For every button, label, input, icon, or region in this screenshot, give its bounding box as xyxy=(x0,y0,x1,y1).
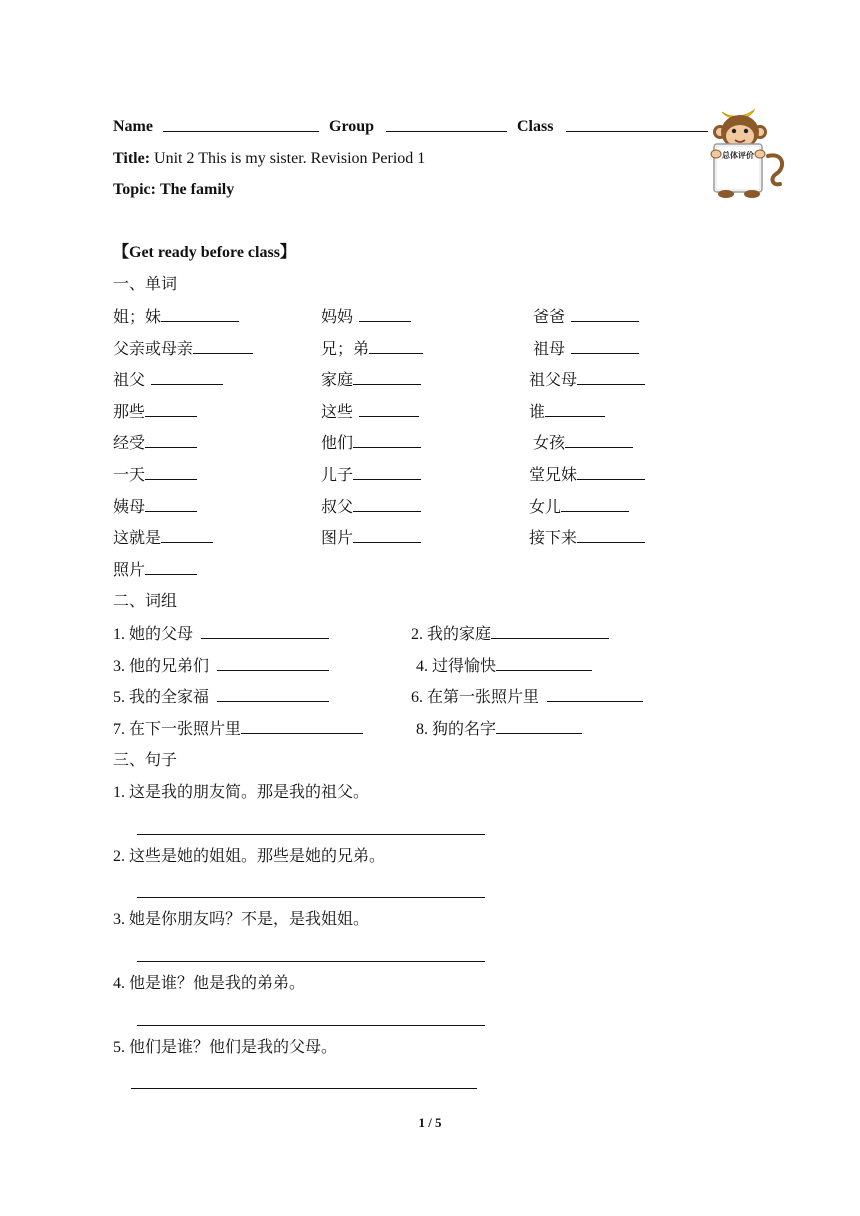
vocab-word: 祖母 xyxy=(533,340,566,358)
sentence-prompt: 2. 这些是她的姐姐。那些是她的兄弟。 xyxy=(113,848,386,865)
sentence-prompt: 4. 他是谁？他是我的弟弟。 xyxy=(113,975,306,992)
vocab-word: 谁 xyxy=(529,403,546,421)
vocab-answer-blank[interactable] xyxy=(577,528,645,543)
topic-line xyxy=(113,180,234,200)
vocab-item xyxy=(113,402,197,423)
vocab-word: 叔父 xyxy=(321,498,354,516)
vocab-answer-blank[interactable] xyxy=(145,497,197,512)
vocab-answer-blank[interactable] xyxy=(145,402,197,417)
vocab-word: 女孩 xyxy=(533,435,566,453)
monkey-evaluation-icon xyxy=(700,104,790,200)
phrase-item xyxy=(416,656,592,677)
vocab-word: 图片 xyxy=(321,530,354,548)
vocab-item xyxy=(321,497,421,518)
vocab-item xyxy=(113,497,197,518)
vocab-item xyxy=(321,307,411,328)
vocab-answer-blank[interactable] xyxy=(577,370,645,385)
vocab-answer-blank[interactable] xyxy=(353,433,421,448)
badge-text: 总体评价 xyxy=(722,151,754,160)
vocab-answer-blank[interactable] xyxy=(151,370,223,385)
vocab-item xyxy=(113,465,197,486)
phrase-answer-blank[interactable] xyxy=(201,624,329,639)
vocab-word: 妈妈 xyxy=(321,309,354,326)
vocab-answer-blank[interactable] xyxy=(161,307,239,322)
phrase-item xyxy=(411,687,643,708)
vocab-item xyxy=(321,465,421,486)
name-blank[interactable] xyxy=(163,117,319,132)
vocab-answer-blank[interactable] xyxy=(565,433,633,448)
vocab-item xyxy=(529,402,605,423)
phrase-answer-blank[interactable] xyxy=(547,687,643,702)
vocab-item xyxy=(113,339,253,360)
vocab-item xyxy=(533,433,633,454)
vocab-item xyxy=(529,370,645,391)
sentence-answer-line[interactable] xyxy=(137,961,485,962)
vocab-answer-blank[interactable] xyxy=(353,497,421,512)
sentence-prompt: 3. 她是你朋友吗？不是，是我姐姐。 xyxy=(113,911,370,928)
vocab-answer-blank[interactable] xyxy=(353,370,421,385)
sentence-prompt: 1. 这是我的朋友简。那是我的祖父。 xyxy=(113,784,370,801)
vocab-answer-blank[interactable] xyxy=(369,339,423,354)
vocab-word: 祖父母 xyxy=(529,372,578,390)
vocab-item xyxy=(529,497,629,518)
name-label: Name xyxy=(113,118,153,135)
vocab-item xyxy=(529,465,645,486)
vocab-word: 爸爸 xyxy=(533,309,566,326)
vocab-answer-blank[interactable] xyxy=(145,560,197,575)
vocab-word: 祖父 xyxy=(113,372,146,390)
vocab-answer-blank[interactable] xyxy=(577,465,645,480)
vocab-answer-blank[interactable] xyxy=(359,402,419,417)
phrase-item xyxy=(113,687,329,708)
vocab-word: 家庭 xyxy=(321,372,354,390)
vocab-item xyxy=(113,307,239,328)
vocab-answer-blank[interactable] xyxy=(571,339,639,354)
phrase-item xyxy=(113,624,329,645)
sentence-answer-line[interactable] xyxy=(131,1088,477,1089)
class-label: Class xyxy=(517,118,554,135)
part1-heading: 一、单词 xyxy=(113,276,178,293)
vocab-item xyxy=(321,370,421,391)
title-value: Unit 2 This is my sister. Revision Period 1 xyxy=(154,150,426,167)
sentence-answer-line[interactable] xyxy=(137,1025,485,1026)
phrase-answer-blank[interactable] xyxy=(241,719,363,734)
sentence-prompt: 5. 他们是谁？他们是我的父母。 xyxy=(113,1039,338,1056)
phrase-answer-blank[interactable] xyxy=(217,687,329,702)
vocab-word: 兄；弟 xyxy=(321,340,370,358)
part3-heading: 三、句子 xyxy=(113,752,178,769)
title-line xyxy=(113,149,425,169)
phrase-answer-blank[interactable] xyxy=(217,656,329,671)
vocab-word: 这就是 xyxy=(113,530,162,548)
vocab-item xyxy=(113,528,213,549)
group-blank[interactable] xyxy=(386,117,507,132)
section-heading: 【Get ready before class】 xyxy=(113,244,296,261)
vocab-answer-blank[interactable] xyxy=(193,339,253,354)
vocab-word: 堂兄妹 xyxy=(529,467,578,484)
topic-label: Topic: xyxy=(113,181,156,198)
vocab-item xyxy=(321,528,421,549)
phrase-text: 1. 她的父母 xyxy=(113,626,194,643)
phrase-item xyxy=(113,656,329,677)
phrase-text: 7. 在下一张照片里 xyxy=(113,721,242,738)
title-label: Title: xyxy=(113,150,151,167)
vocab-answer-blank[interactable] xyxy=(545,402,605,417)
vocab-answer-blank[interactable] xyxy=(145,433,197,448)
vocab-word: 姨母 xyxy=(113,498,146,516)
phrase-item xyxy=(411,624,609,645)
group-label: Group xyxy=(329,118,375,135)
vocab-item xyxy=(321,433,421,454)
vocab-word: 他们 xyxy=(321,435,354,453)
phrase-text: 8. 狗的名字 xyxy=(416,721,497,738)
vocab-item xyxy=(113,433,197,454)
vocab-answer-blank[interactable] xyxy=(161,528,213,543)
phrase-text: 5. 我的全家福 xyxy=(113,689,210,706)
phrase-answer-blank[interactable] xyxy=(496,719,582,734)
phrase-text: 6. 在第一张照片里 xyxy=(411,689,540,706)
phrase-text: 3. 他的兄弟们 xyxy=(113,658,210,675)
class-blank[interactable] xyxy=(566,117,708,132)
vocab-item xyxy=(533,339,639,360)
phrase-answer-blank[interactable] xyxy=(491,624,609,639)
vocab-word: 一天 xyxy=(113,467,146,484)
vocab-item xyxy=(529,528,645,549)
vocab-answer-blank[interactable] xyxy=(145,465,197,480)
phrase-answer-blank[interactable] xyxy=(496,656,592,671)
vocab-word: 经受 xyxy=(113,435,146,453)
vocab-word: 儿子 xyxy=(321,467,354,484)
vocab-answer-blank[interactable] xyxy=(353,528,421,543)
vocab-word: 这些 xyxy=(321,403,354,421)
vocab-word: 父亲或母亲 xyxy=(113,340,194,358)
vocab-word: 照片 xyxy=(113,561,146,579)
vocab-item xyxy=(113,370,223,391)
sentence-answer-line[interactable] xyxy=(137,834,485,835)
page-number: 1 / 5 xyxy=(418,1115,442,1130)
vocab-item xyxy=(321,402,419,423)
vocab-word: 那些 xyxy=(113,403,146,421)
phrase-item xyxy=(113,719,363,740)
phrase-text: 2. 我的家庭 xyxy=(411,626,492,643)
phrase-item xyxy=(416,719,582,740)
vocab-answer-blank[interactable] xyxy=(353,465,421,480)
vocab-answer-blank[interactable] xyxy=(359,307,411,322)
vocab-item xyxy=(533,307,639,328)
phrase-text: 4. 过得愉快 xyxy=(416,658,497,675)
vocab-word: 姐；妹 xyxy=(113,309,162,326)
vocab-answer-blank[interactable] xyxy=(561,497,629,512)
part2-heading: 二、词组 xyxy=(113,593,178,610)
vocab-word: 接下来 xyxy=(529,530,578,548)
sentence-answer-line[interactable] xyxy=(137,897,485,898)
vocab-item xyxy=(113,560,197,581)
topic-value: The family xyxy=(159,181,235,198)
vocab-answer-blank[interactable] xyxy=(571,307,639,322)
vocab-item xyxy=(321,339,423,360)
vocab-word: 女儿 xyxy=(529,498,562,516)
